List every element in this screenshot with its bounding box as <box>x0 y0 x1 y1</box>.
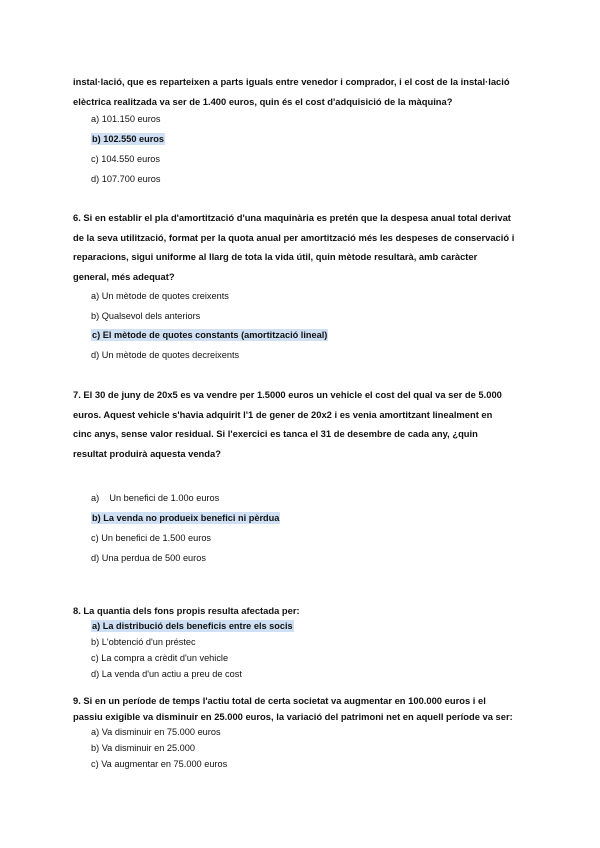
q7-option-c: c) Un benefici de 1.500 euros <box>91 533 212 543</box>
q8-text <box>73 603 533 619</box>
q5-option-c: c) 104.550 euros <box>91 154 160 164</box>
q7-highlighted-answer: b) La venda no produeix benefici ni pèrdua <box>92 513 280 523</box>
q5-text <box>73 72 533 111</box>
q7-line-4: resultat produirà aquesta venda? <box>73 447 221 459</box>
q6-line-4: general, més adequat? <box>73 270 175 282</box>
q6-line-1: 6. Si en establir el pla d'amortització d'una maquinària es pretén que la despesa anual total derivat <box>73 212 511 223</box>
q5-option-a: a) 101.150 euros <box>91 114 161 124</box>
q9-option-c: c) Va augmentar en 75.000 euros <box>91 759 228 769</box>
q9-line-2: passiu exigible va disminuir en 25.000 euros, la variació del patrimoni net en aquell període va ser: <box>73 710 513 722</box>
q7-line-2: euros. Aquest vehicle s'havia adquirit l'1 de gener de 20x2 i es venia amortitzant linealment en <box>73 408 493 420</box>
q9-option-b: b) Va disminuir en 25.000 <box>91 743 196 753</box>
q8-option-d: d) La venda d'un actiu a preu de cost <box>91 669 242 679</box>
q6-line-3: reparacions, sigui uniforme al llarg de tota la vida útil, quin mètode resultarà, amb caràcter <box>73 251 478 262</box>
q7-option-d: d) Una perdua de 500 euros <box>91 553 206 563</box>
q9-line-1: 9. Si en un període de temps l'actiu total de certa societat va augmentar en 100.000 euros i el <box>73 695 486 706</box>
q5-line-1: instal·lació, que es reparteixen a parts iguals entre venedor i comprador, i el cost de la instal·lació <box>73 76 510 87</box>
q5-option-d: d) 107.700 euros <box>91 174 161 184</box>
q7-option-a: a) Un benefici de 1.00o euros <box>91 493 220 503</box>
q8-option-c: c) La compra a crèdit d'un vehicle <box>91 653 229 663</box>
q7-option-b-answer <box>91 513 280 523</box>
q7-line-1: 7. El 30 de juny de 20x5 es va vendre per 1.5000 euros un vehicle el cost del qual va ser de 5.000 <box>73 389 502 400</box>
q8-option-b: b) L'obtenció d'un préstec <box>91 637 196 647</box>
q9-option-a: a) Va disminuir en 75.000 euros <box>91 727 221 737</box>
q7-line-3: cinc anys, sense valor residual. Si l'exercici es tanca el 31 de desembre de cada any, ¿quin <box>73 428 478 439</box>
q6-option-c-answer <box>91 330 328 340</box>
q8-highlighted-answer: a) La distribució dels beneficis entre els socis <box>92 621 293 631</box>
q5-highlighted-answer: b) 102.550 euros <box>92 134 165 144</box>
q5-line-2: elèctrica realitzada va ser de 1.400 euros, quin és el cost d'adquisició de la màquina? <box>73 95 453 107</box>
q6-highlighted-answer: c) El mètode de quotes constants (amortització lineal) <box>92 330 328 340</box>
q6-option-b: b) Qualsevol dels anteriors <box>91 311 201 321</box>
q6-option-a: a) Un mètode de quotes creixents <box>91 291 229 301</box>
q9-text <box>73 693 533 725</box>
q5-option-b-answer <box>91 134 165 144</box>
q6-line-2: de la seva utilització, format per la quota anual per amortització més les despeses de conservació i <box>73 231 515 243</box>
q6-option-d: d) Un mètode de quotes decreixents <box>91 350 240 360</box>
q6-text <box>73 208 533 286</box>
q7-text <box>73 385 533 463</box>
q8-option-a-answer <box>91 621 294 631</box>
q8-line-1: 8. La quantia dels fons propis resulta afectada per: <box>73 605 300 616</box>
